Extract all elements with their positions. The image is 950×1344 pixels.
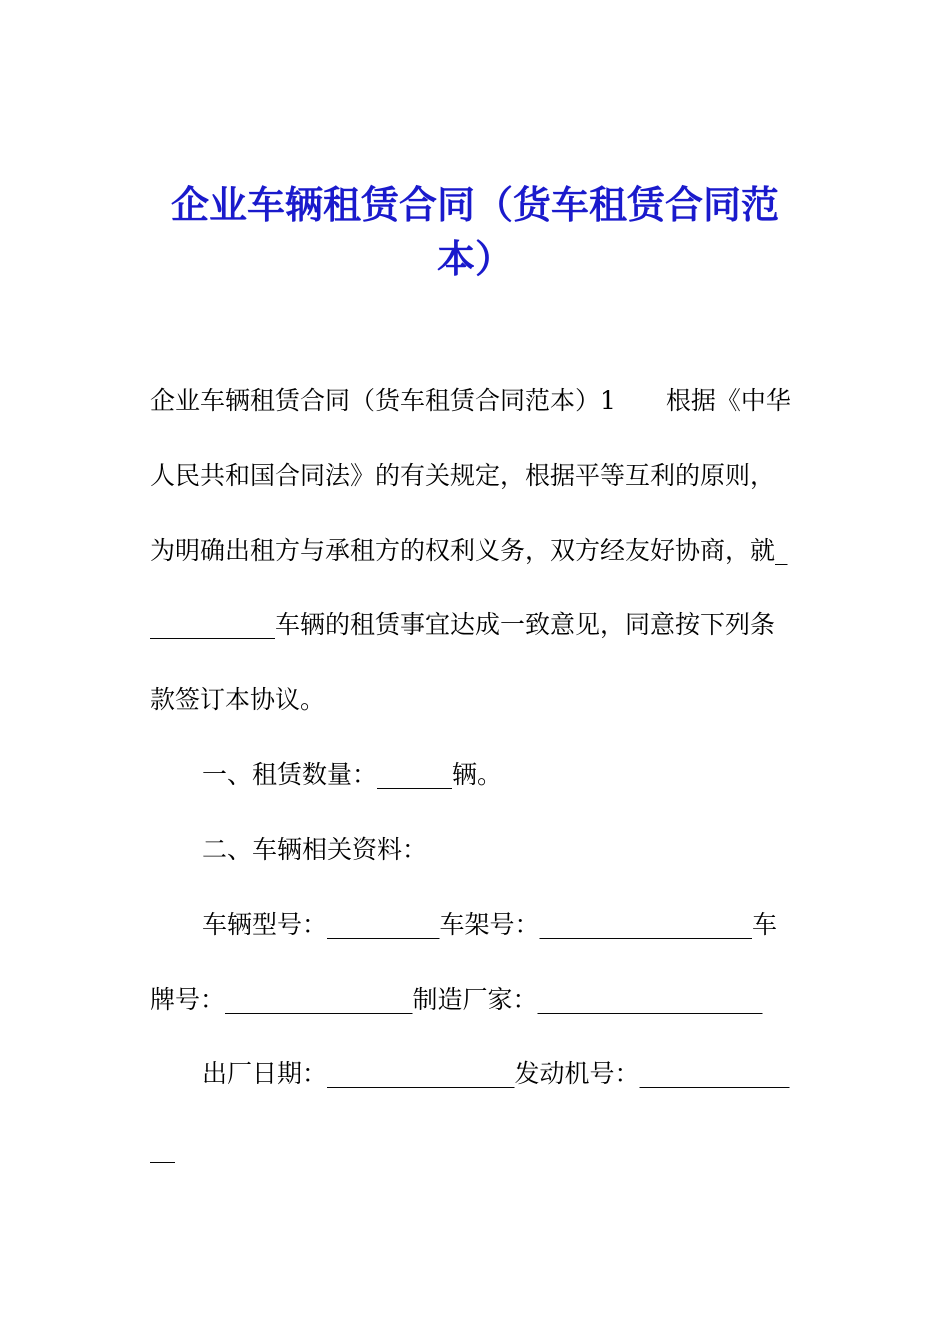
clause-vehicle-info-heading: 二、车辆相关资料： xyxy=(202,835,428,864)
plate-manufacturer-line: 牌号：_______________制造厂家：__________________ xyxy=(150,985,763,1014)
production-date-engine-line: 出厂日期：_______________发动机号：____________ xyxy=(202,1059,790,1088)
engine-number-continuation: __ xyxy=(150,1134,175,1163)
body-line-4: __________车辆的租赁事宜达成一致意见，同意按下列条 xyxy=(150,610,776,639)
body-line-3: 为明确出租方与承租方的权利义务，双方经友好协商，就_ xyxy=(150,536,788,565)
clause-rental-quantity: 一、租赁数量：______辆。 xyxy=(202,760,503,789)
body-line-2: 人民共和国合同法》的有关规定，根据平等互利的原则， xyxy=(150,461,776,490)
body-line-1: 企业车辆租赁合同（货车租赁合同范本）1 根据《中华 xyxy=(150,386,791,415)
document-title-line-1: 企业车辆租赁合同（货车租赁合同范 xyxy=(170,183,779,227)
body-line-5: 款签订本协议。 xyxy=(150,685,326,714)
vehicle-model-line: 车辆型号：_________车架号：_________________车 xyxy=(202,910,778,939)
document-title-line-2: 本） xyxy=(436,237,513,281)
